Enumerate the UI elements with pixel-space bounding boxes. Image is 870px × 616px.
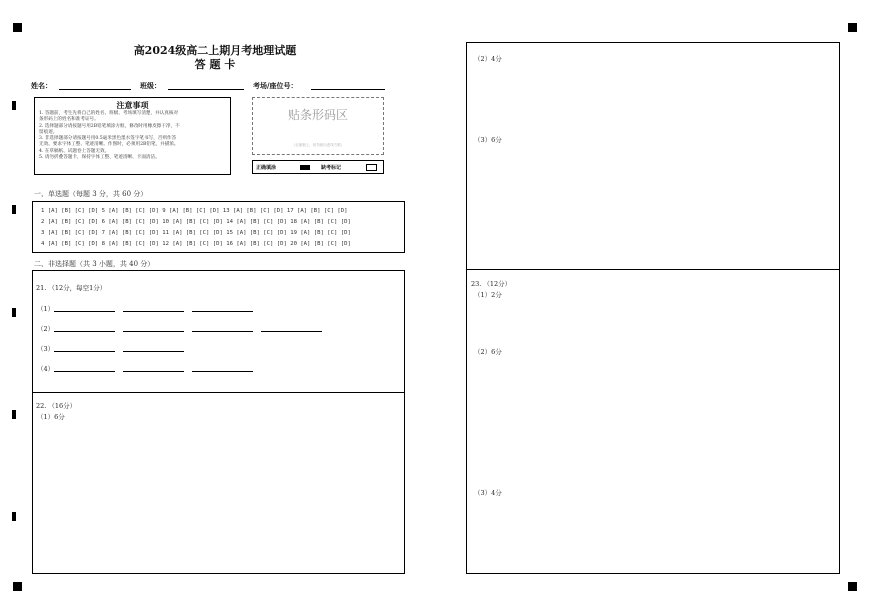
- q22-heading: 22. （16分）: [36, 402, 77, 410]
- q23-part3-label: （3）4分: [474, 489, 502, 497]
- answer-line[interactable]: [54, 311, 115, 312]
- q22-part1-label: （1）6分: [37, 413, 65, 421]
- mc-row[interactable]: 4 [A] [B] [C] [D] 8 [A] [B] [C] [D] 12 [A] [B] [C] [D] 16 [A] [B] [C] [D] 20 [A] [B] [C] [D]: [41, 241, 351, 247]
- exam-room-field[interactable]: [311, 89, 385, 90]
- class-label: 班级：: [140, 81, 161, 90]
- notice-item: 5. 请勿折叠答题卡，保持字体工整、笔迹清晰、卡面清洁。: [39, 155, 160, 161]
- notice-item: 条形码上的姓名和准考证号。: [39, 117, 99, 123]
- q21-part1-label: （1）: [37, 305, 55, 313]
- answer-line[interactable]: [54, 351, 115, 352]
- answer-line[interactable]: [192, 331, 253, 332]
- barcode-subtitle: （正面朝上，切勿贴出虚线方框）: [291, 143, 345, 147]
- q22-continued-area[interactable]: [466, 42, 840, 270]
- q21-part4-label: （4）: [37, 365, 55, 373]
- notice-item: 2. 选择题部分请按题号用2B铅笔填涂方框，修改时用橡皮擦干净，不: [39, 123, 180, 129]
- name-field[interactable]: [59, 89, 131, 90]
- q21-part2-label: （2）: [37, 325, 55, 333]
- q21-heading: 21. （12分，每空1分）: [36, 284, 107, 292]
- correct-fill-label: 正确填涂: [256, 165, 277, 171]
- section2-title: 二、非选择题（共 3 小题，共 40 分）: [34, 260, 155, 268]
- absent-mark-box[interactable]: [366, 164, 377, 171]
- notice-title: 注意事项: [116, 100, 149, 110]
- notice-item: 3. 非选择题部分请按题号用0.5毫米黑色墨水签字笔书写，否则作答: [39, 136, 177, 142]
- correct-fill-sample: [300, 165, 310, 170]
- q23-part1-label: （1）2分: [474, 291, 502, 299]
- timing-mark: [12, 205, 16, 214]
- corner-mark-top-right: [848, 23, 857, 32]
- answer-line[interactable]: [192, 371, 253, 372]
- timing-mark: [12, 410, 16, 419]
- barcode-title: 贴条形码区: [287, 108, 348, 122]
- notice-item: 留痕迹。: [39, 129, 58, 135]
- corner-mark-top-left: [13, 23, 22, 32]
- timing-mark: [12, 308, 16, 317]
- notice-item: 无效。要求字体工整、笔迹清晰。作图时，必须用2B铅笔，并描浓。: [39, 142, 179, 148]
- answer-line[interactable]: [192, 311, 253, 312]
- notice-item: 1. 答题前，考生先将自己的姓名、班级、考场填写清楚，并认真核对: [39, 111, 179, 116]
- answer-line[interactable]: [261, 331, 322, 332]
- notice-box: [34, 97, 231, 175]
- section1-title: 一、单选题（每题 3 分，共 60 分）: [34, 190, 148, 198]
- page-subtitle: 答 题 卡: [194, 58, 236, 71]
- mc-row[interactable]: 3 [A] [B] [C] [D] 7 [A] [B] [C] [D] 11 [A] [B] [C] [D] 15 [A] [B] [C] [D] 19 [A] [B] [C] [D]: [41, 230, 351, 236]
- q22-part3-label: （3）6分: [474, 136, 502, 144]
- timing-mark: [12, 512, 16, 521]
- answer-line[interactable]: [54, 371, 115, 372]
- q23-answer-area[interactable]: [466, 269, 840, 574]
- mc-row[interactable]: 2 [A] [B] [C] [D] 6 [A] [B] [C] [D] 10 [A] [B] [C] [D] 14 [A] [B] [C] [D] 18 [A] [B] [C] [D]: [41, 219, 351, 225]
- page-title: 高2024级高二上期月考地理试题: [133, 44, 297, 57]
- corner-mark-bottom-left: [13, 582, 22, 591]
- notice-item: 4. 在草稿纸、试题卷上答题无效。: [39, 148, 110, 154]
- multiple-choice-box: [32, 201, 405, 253]
- q23-heading: 23. （12分）: [471, 280, 512, 288]
- absent-label: 缺考标记: [321, 165, 342, 171]
- name-label: 姓名：: [31, 81, 52, 90]
- timing-mark: [12, 101, 16, 110]
- barcode-area: [252, 97, 384, 155]
- q22-part2-label: （2）4分: [474, 55, 502, 63]
- answer-line[interactable]: [123, 351, 184, 352]
- answer-line[interactable]: [123, 311, 184, 312]
- q23-part2-label: （2）6分: [474, 348, 502, 356]
- q22-answer-area[interactable]: [32, 392, 405, 574]
- exam-room-label: 考场/座位号：: [253, 81, 298, 90]
- mc-row[interactable]: 1 [A] [B] [C] [D] 5 [A] [B] [C] [D] 9 [A] [B] [C] [D] 13 [A] [B] [C] [D] 17 [A] [B] [C] [D]: [41, 208, 348, 214]
- class-field[interactable]: [168, 89, 244, 90]
- answer-line[interactable]: [123, 371, 184, 372]
- answer-line[interactable]: [54, 331, 115, 332]
- corner-mark-bottom-right: [848, 582, 857, 591]
- q21-part3-label: （3）: [37, 345, 55, 353]
- fill-legend: [252, 160, 384, 174]
- answer-line[interactable]: [123, 331, 184, 332]
